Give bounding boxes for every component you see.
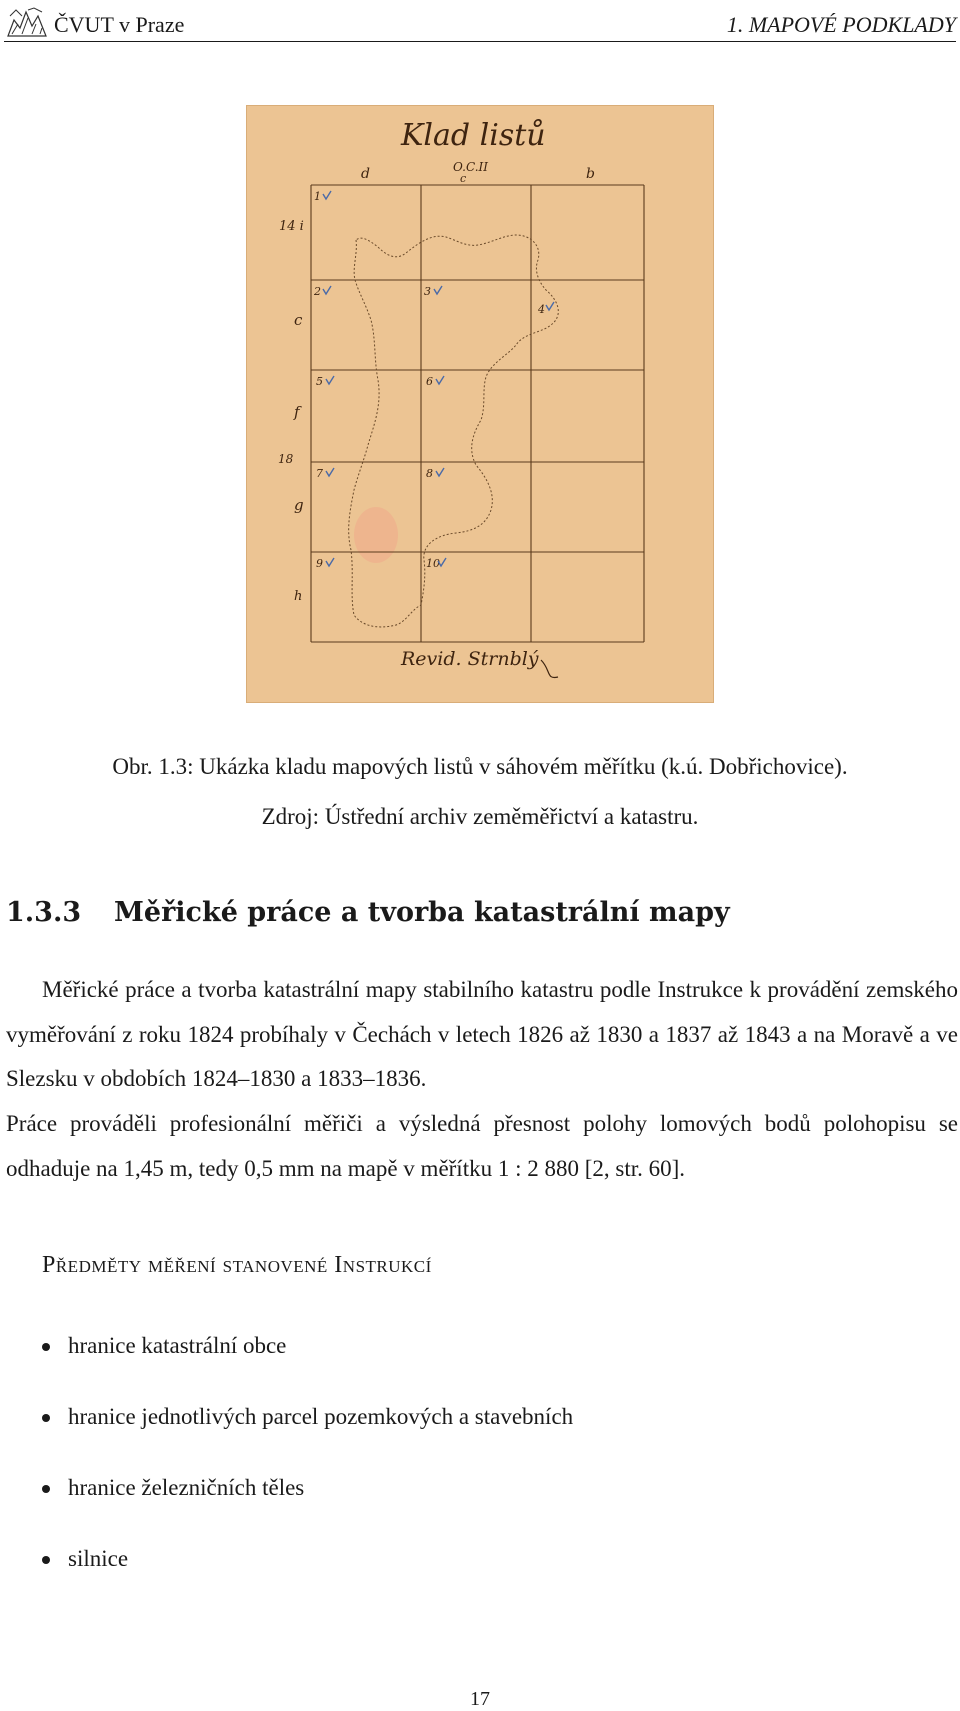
header-rule [4,41,956,42]
sheet-index-figure [246,105,714,703]
bullet-icon [42,1485,50,1493]
sheet-number: 4 [538,303,545,316]
paragraph-part: Měřické práce a tvorba katastrální mapy stabilního katastru podle Instrukce k provádění zemského vyměřování z roku 1824 probíhaly v Čechách v letech 1826 až 1830 a 1837 až 1843 a na Moravě a ve Slezsku v obdobích 1824–1830 a 1833–1836. [6,977,958,1092]
figure-top-sub: c [460,172,467,185]
list-item-text: hranice železničních těles [68,1475,305,1500]
body-paragraph [6,968,958,1192]
section-number: 1.3.3 [6,897,82,928]
figure-top-label: O.C.II [453,160,488,174]
sheet-number: 3 [424,285,431,298]
section-title: Měřické práce a tvorba katastrální mapy [114,897,730,928]
header-institution: ČVUT v Praze [54,12,185,37]
figure-caption: Obr. 1.3: Ukázka kladu mapových listů v sáhovém měřítku (k.ú. Dobřichovice). [112,754,848,779]
list-item-text: hranice katastrální obce [68,1333,287,1358]
row-label: g [294,496,304,514]
page-header [0,0,960,44]
sheet-number: 10 [426,557,440,570]
row-label: f [294,403,300,421]
section-heading [6,897,730,928]
col-letter-b: b [586,166,595,182]
sheet-number: 7 [316,467,323,480]
sheet-number: 1 [314,190,321,203]
subheading: Předměty měření stanovené Instrukcí [42,1252,432,1278]
col-letter-d: d [361,166,370,182]
sheet-number: 8 [426,467,433,480]
list-item [42,1401,573,1472]
paragraph-part: Práce prováděli profesionální měřiči a výsledná přesnost polohy lomových bodů polohopisu se odhaduje na 1,45 m, tedy 0,5 mm na mapě v měřítku 1 : 2 880 [2, str. 60]. [6,1111,958,1181]
sheet-number: 2 [314,285,321,298]
signature: Revid. Strnblý [401,648,539,670]
list-item [42,1472,573,1543]
row-label: 14 i [279,219,304,234]
figure-source: Zdroj: Ústřední archiv zeměměřictví a katastru. [261,804,699,829]
bullet-icon [42,1414,50,1422]
sheet-number: 9 [316,557,323,570]
measurement-list [42,1330,573,1614]
list-item-text: silnice [68,1546,129,1571]
university-logo-icon [6,6,48,38]
row-label: h [294,589,303,604]
header-chapter: 1. MAPOVÉ PODKLADY [726,12,956,37]
sheet-number: 6 [426,375,433,388]
list-item-text: hranice jednotlivých parcel pozemkových a stavebních [68,1404,574,1429]
bullet-icon [42,1556,50,1564]
bullet-icon [42,1343,50,1351]
figure-title: Klad listů [401,118,546,153]
row-label: 18 [278,452,294,466]
page-number: 17 [470,1688,490,1710]
row-label: c [294,311,303,329]
list-item [42,1543,573,1614]
list-item [42,1330,573,1401]
sheet-number: 5 [316,375,323,388]
